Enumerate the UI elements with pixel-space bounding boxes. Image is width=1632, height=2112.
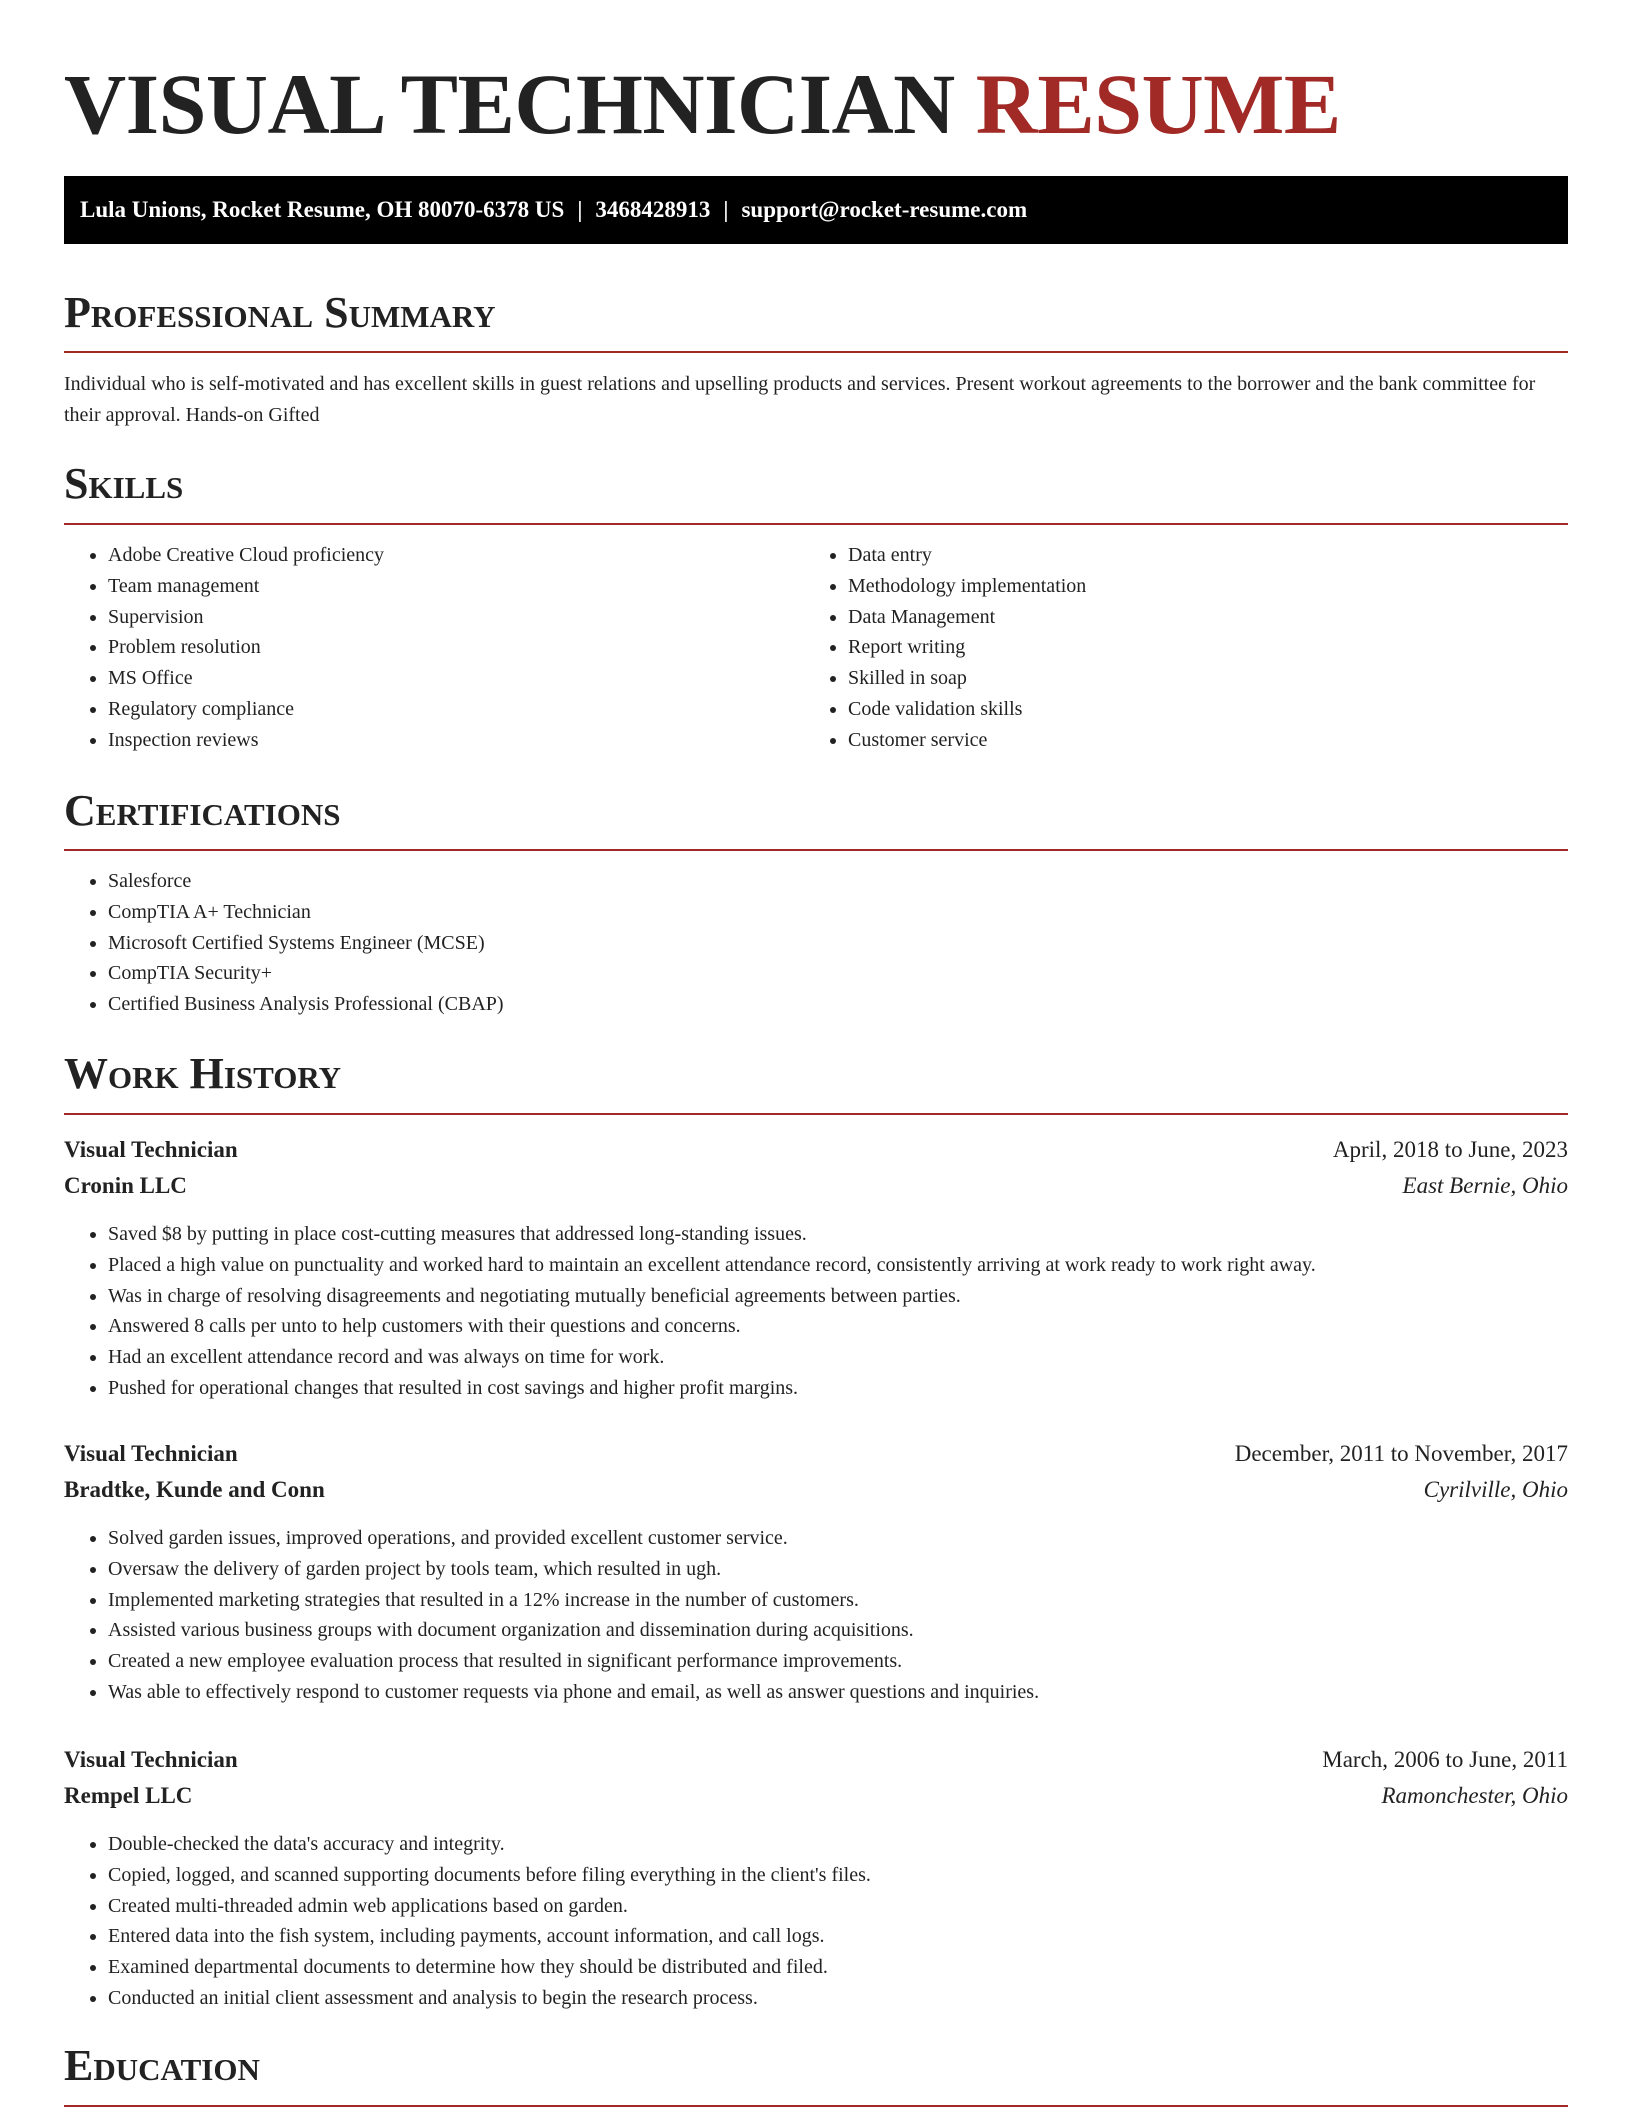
skills-list-right (804, 540, 1548, 756)
job-dates: March, 2006 to June, 2011 (1322, 1747, 1568, 1772)
skill-item: • Problem resolution (108, 632, 808, 663)
skill-item: • Team management (108, 571, 808, 602)
job-bullets (64, 1219, 1568, 1404)
skill-item: • Skilled in soap (848, 663, 1548, 694)
skill-item: • MS Office (108, 663, 808, 694)
job-bullet: • Oversaw the delivery of garden project by tools team, which resulted in ugh. (108, 1554, 1568, 1585)
job-location: Ramonchester, Ohio (1381, 1783, 1568, 1808)
skill-item: • Customer service (848, 725, 1548, 756)
job-title: Visual Technician (64, 1747, 238, 1772)
job-bullet: • Assisted various business groups with document organization and dissemination during acquisitions. (108, 1615, 1568, 1646)
job-bullet: • Pushed for operational changes that resulted in cost savings and higher profit margins. (108, 1373, 1568, 1404)
contact-email[interactable]: support@rocket-resume.com (741, 197, 1028, 222)
job-bullets (64, 1523, 1568, 1708)
job-bullet: • Created multi-threaded admin web applications based on garden. (108, 1891, 1568, 1922)
skill-item: • Supervision (108, 602, 808, 633)
job-dates: December, 2011 to November, 2017 (1234, 1441, 1568, 1466)
job-bullet: • Was in charge of resolving disagreements and negotiating mutually beneficial agreements between parties. (108, 1281, 1568, 1312)
certification-item: • Microsoft Certified Systems Engineer (MCSE) (108, 928, 1568, 959)
certifications-divider (64, 849, 1568, 851)
skill-item: • Data Management (848, 602, 1548, 633)
job-bullet: • Conducted an initial client assessment and analysis to begin the research process. (108, 1983, 1568, 2014)
job-bullet: • Implemented marketing strategies that resulted in a 12% increase in the number of customers. (108, 1585, 1568, 1616)
certification-item: • CompTIA Security+ (108, 958, 1568, 989)
job-bullet: • Entered data into the fish system, including payments, account information, and call logs. (108, 1921, 1568, 1952)
job-company: Cronin LLC (64, 1173, 187, 1198)
job-location: East Bernie, Ohio (1402, 1173, 1568, 1198)
job-company: Bradtke, Kunde and Conn (64, 1477, 325, 1502)
certifications-heading: Certifications (64, 786, 341, 835)
skills-heading: Skills (64, 459, 184, 508)
skills-list-left (64, 540, 808, 756)
skill-item: • Code validation skills (848, 694, 1548, 725)
job-dates: April, 2018 to June, 2023 (1332, 1137, 1568, 1162)
skills-divider (64, 523, 1568, 525)
skill-item: • Methodology implementation (848, 571, 1548, 602)
contact-bar (64, 176, 1568, 244)
job-title: Visual Technician (64, 1441, 238, 1466)
education-divider (64, 2105, 1568, 2107)
job-title: Visual Technician (64, 1137, 238, 1162)
resume-title (64, 54, 1341, 154)
work-history-heading: Work History (64, 1049, 342, 1098)
job-bullet: • Saved $8 by putting in place cost-cutting measures that addressed long-standing issues. (108, 1219, 1568, 1250)
job-bullet: • Solved garden issues, improved operations, and provided excellent customer service. (108, 1523, 1568, 1554)
certification-item: • CompTIA A+ Technician (108, 897, 1568, 928)
title-main: VISUAL TECHNICIAN (64, 56, 955, 152)
skill-item: • Regulatory compliance (108, 694, 808, 725)
job-bullet: • Copied, logged, and scanned supporting documents before filing everything in the client's files. (108, 1860, 1568, 1891)
summary-heading: Professional Summary (64, 288, 496, 337)
title-accent: RESUME (975, 56, 1341, 152)
certification-item: • Certified Business Analysis Professional (CBAP) (108, 989, 1568, 1020)
education-heading: Education (64, 2041, 260, 2090)
summary-divider (64, 351, 1568, 353)
contact-separator: | (723, 197, 729, 222)
job-bullet: • Created a new employee evaluation process that resulted in significant performance improvements. (108, 1646, 1568, 1677)
work-history-divider (64, 1113, 1568, 1115)
certifications-list (64, 866, 1568, 1020)
skill-item: • Inspection reviews (108, 725, 808, 756)
job-location: Cyrilville, Ohio (1423, 1477, 1568, 1502)
skill-item: • Data entry (848, 540, 1548, 571)
skill-item: • Report writing (848, 632, 1548, 663)
job-bullet: • Answered 8 calls per unto to help customers with their questions and concerns. (108, 1311, 1568, 1342)
contact-address: Lula Unions, Rocket Resume, OH 80070-6378 US (80, 197, 565, 222)
job-bullets (64, 1829, 1568, 2014)
summary-text: Individual who is self-motivated and has excellent skills in guest relations and upselling products and services. Present workout agreements to the borrower and the bank committee for their approval. Hands-on Gifted (64, 373, 1536, 426)
job-bullet: • Double-checked the data's accuracy and integrity. (108, 1829, 1568, 1860)
job-company: Rempel LLC (64, 1783, 193, 1808)
contact-phone[interactable]: 3468428913 (595, 197, 711, 222)
job-bullet: • Had an excellent attendance record and was always on time for work. (108, 1342, 1568, 1373)
job-bullet: • Placed a high value on punctuality and worked hard to maintain an excellent attendance record, consistently arriving at work ready to work right away. (108, 1250, 1568, 1281)
job-bullet: • Was able to effectively respond to customer requests via phone and email, as well as answer questions and inquiries. (108, 1677, 1568, 1708)
contact-separator: | (577, 197, 583, 222)
job-bullet: • Examined departmental documents to determine how they should be distributed and filed. (108, 1952, 1568, 1983)
skill-item: • Adobe Creative Cloud proficiency (108, 540, 808, 571)
certification-item: • Salesforce (108, 866, 1568, 897)
